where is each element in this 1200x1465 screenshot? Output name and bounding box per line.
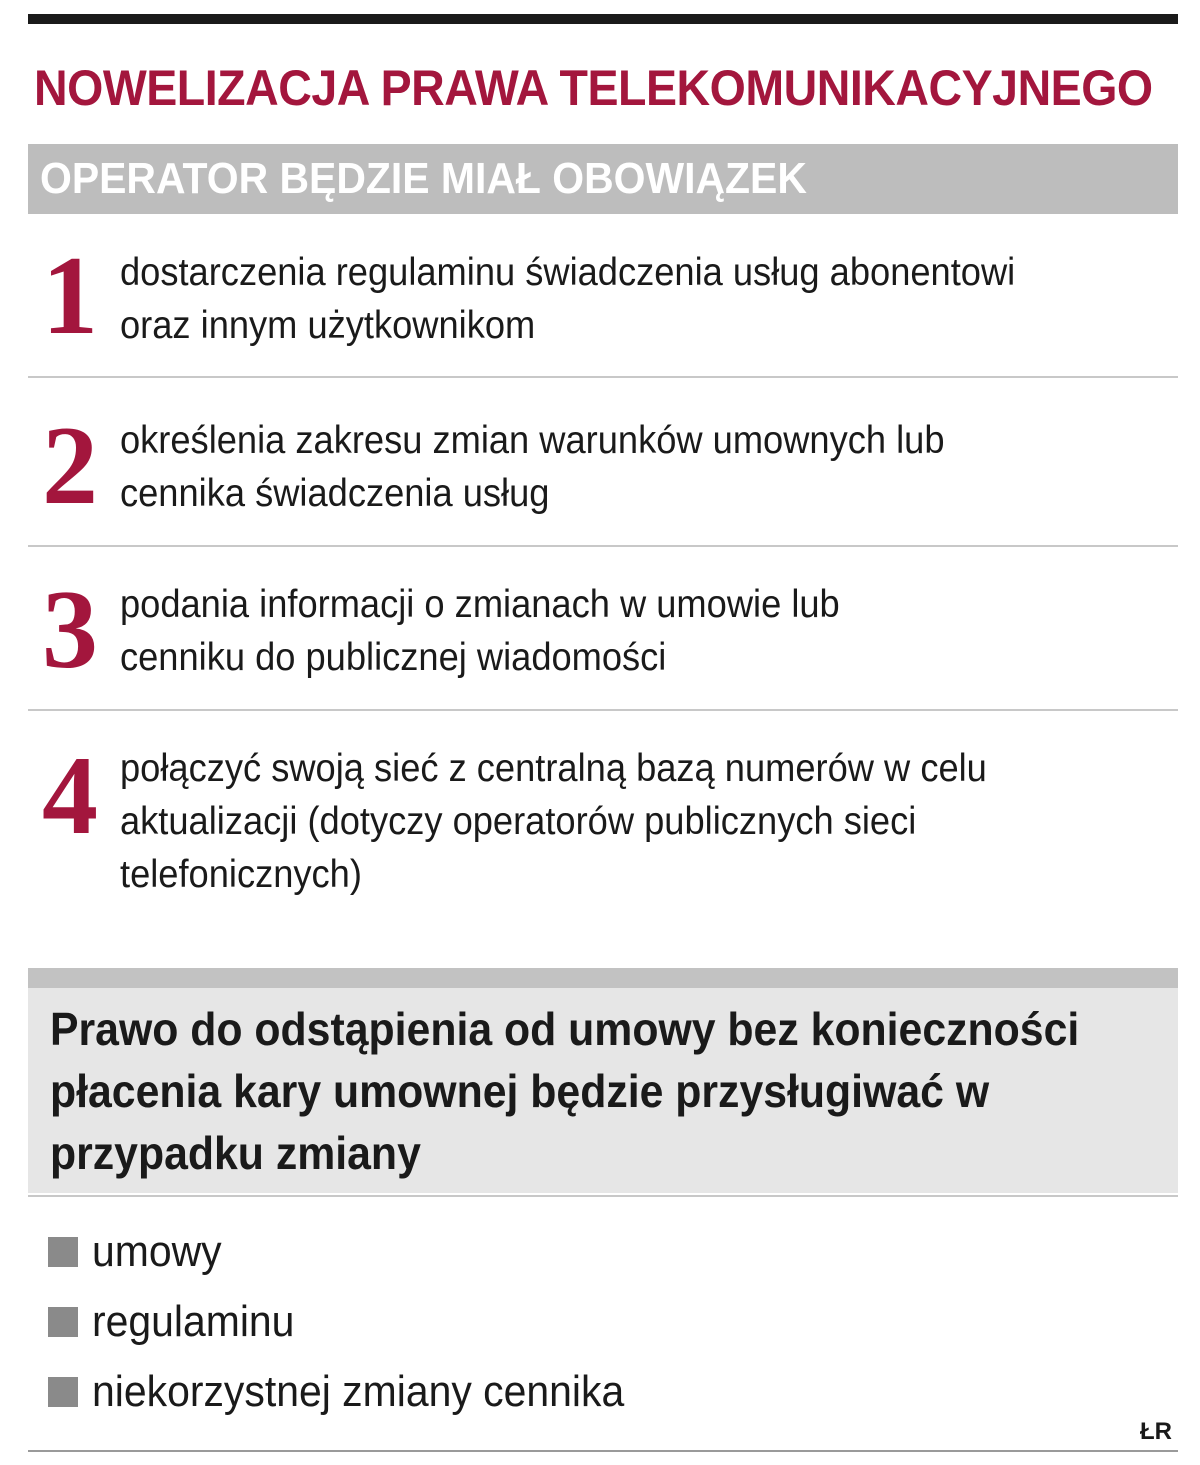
bullet-label: niekorzystnej zmiany cennika	[92, 1367, 625, 1416]
item-number-3: 3	[42, 568, 98, 692]
obligation-item-1	[28, 236, 1178, 376]
obligation-item-2	[28, 404, 1178, 544]
item-divider	[28, 545, 1178, 547]
square-bullet-icon	[48, 1377, 78, 1407]
bottom-rule	[28, 1450, 1178, 1452]
author-credit: ŁR	[1140, 1418, 1172, 1445]
bullet-item-cennika	[48, 1364, 664, 1420]
bullet-item-regulaminu	[48, 1294, 310, 1350]
item-number-1: 1	[42, 234, 98, 358]
square-bullet-icon	[48, 1307, 78, 1337]
bullet-item-umowy	[48, 1224, 231, 1280]
item-number-4: 4	[42, 734, 98, 858]
withdrawal-right-box	[28, 988, 1178, 1193]
subtitle-bar	[28, 144, 1178, 214]
obligation-item-3	[28, 570, 1178, 710]
subtitle-text: OPERATOR BĘDZIE MIAŁ OBOWIĄZEK	[40, 154, 807, 203]
box-top-rule	[28, 968, 1178, 988]
bullet-label: regulaminu	[92, 1297, 295, 1346]
item-text-3: podania informacji o zmianach w umowie lub cenniku do publicznej wiadomości	[120, 583, 840, 679]
item-text-1: dostarczenia regulaminu świadczenia usług abonentowi oraz innym użytkownikom	[120, 251, 1016, 347]
withdrawal-right-text: Prawo do odstąpienia od umowy bez konieczności płacenia kary umownej będzie przysługiwać w przypadku zmiany	[50, 1003, 1080, 1179]
item-number-2: 2	[42, 404, 98, 528]
item-text-4: połączyć swoją sieć z centralną bazą numerów w celu aktualizacji (dotyczy operatorów publicznych sieci telefonicznych)	[120, 747, 987, 896]
square-bullet-icon	[48, 1237, 78, 1267]
box-bottom-rule	[28, 1195, 1178, 1197]
obligation-item-4	[28, 734, 1178, 934]
item-divider	[28, 376, 1178, 378]
infographic-title: NOWELIZACJA PRAWA TELEKOMUNIKACYJNEGO	[34, 60, 1153, 116]
item-text-2: określenia zakresu zmian warunków umownych lub cennika świadczenia usług	[120, 419, 945, 515]
bullet-label: umowy	[92, 1227, 222, 1276]
top-rule	[28, 14, 1178, 24]
item-divider	[28, 709, 1178, 711]
